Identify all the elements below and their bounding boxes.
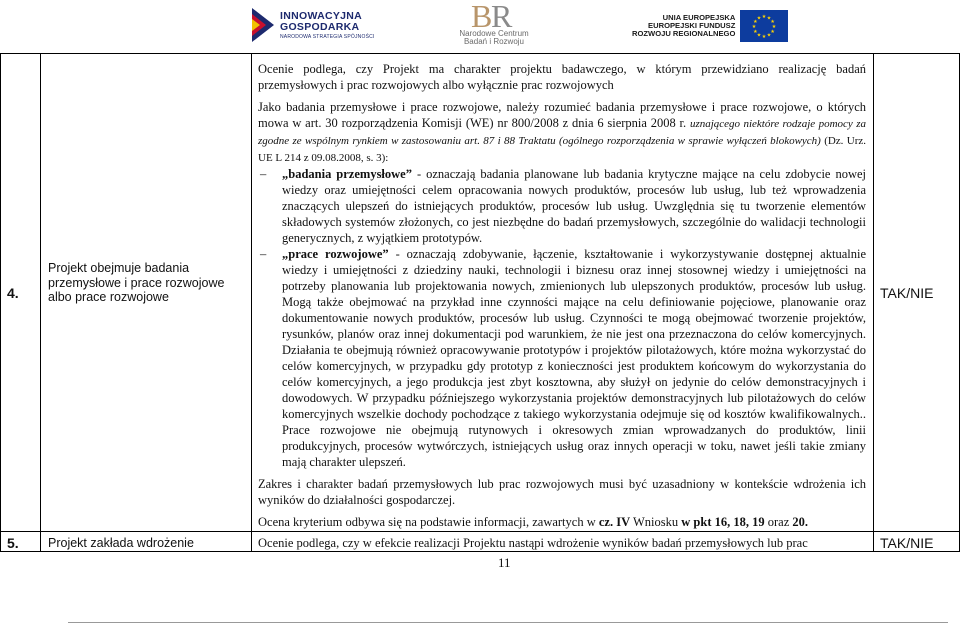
- row-4-intro: Ocenie podlega, czy Projekt ma charakter projektu badawczego, w którym przewidziano realizację badań przemysłowych i prac rozwojowych albo wyłącznie prac rozwojowych: [258, 62, 866, 92]
- assess-point-last: 20.: [792, 515, 809, 529]
- logo-left-line1: INNOWACYJNA: [280, 9, 363, 22]
- row-4-answer: TAK/NIE: [880, 285, 934, 301]
- svg-text:★: ★: [753, 29, 759, 35]
- assess-text-1: Ocena kryterium odbywa się na podstawie informacji, zawartych w: [258, 515, 599, 529]
- logo-right-line3: ROZWOJU REGIONALNEGO: [632, 29, 736, 39]
- logo-right-line1: UNIA EUROPEJSKA: [662, 12, 736, 22]
- bullet-development-work: [258, 246, 866, 470]
- row-4-assessment: [258, 514, 866, 530]
- logo-left-line3: NARODOWA STRATEGIA SPÓJNOŚCI: [280, 33, 375, 40]
- br-monogram-icon: [467, 0, 521, 30]
- bullet-industrial-research: [258, 166, 866, 246]
- table-row-divider: [0, 531, 960, 532]
- svg-text:★: ★: [757, 32, 762, 39]
- definition-text: Jako badania przemysłowe i prace rozwojowe, należy rozumieć badania przemysłowe i prace rozwojowe, o których mowa w art. 30 rozporządzenia Komisji (WE) nr 800/2008 z dnia 6 sierpnia 2008 r.: [258, 100, 866, 130]
- svg-text:★: ★: [752, 24, 757, 30]
- assess-text-3: oraz: [764, 515, 793, 529]
- col-divider-1: [40, 53, 41, 552]
- row-4-criterion: Projekt obejmuje badania przemysłowe i prace rozwojowe albo prace rozwojowe: [48, 261, 225, 304]
- eu-flag-icon: [740, 10, 788, 42]
- svg-text:★: ★: [767, 15, 772, 22]
- dash-bullet-icon: –: [260, 167, 267, 181]
- col-divider-2: [251, 53, 252, 552]
- svg-text:★: ★: [770, 19, 776, 25]
- assess-text-2: Wniosku: [630, 515, 682, 529]
- bullet-2-text: - oznaczają zdobywanie, łączenie, kształtowanie i wykorzystywanie dostępnej aktualnie wiedzy i umiejętności z dziedziny nauki, technologii i biznesu oraz innej stosownej wiedzy i umiejętności na potrzeby planowania lub projektowania nowych, zmienionych lub ulepszonych produktów, procesów lub usług. Mogą także obejmować na przykład inne czynności mające na celu definiowanie pojęciowe, planowanie oraz dokumentowanie nowych produktów, procesów lub usług. Czynności te mogą obejmować tworzenie projektów, rysunków, planów oraz innej dokumentacji pod warunkiem, że nie jest ona przeznaczona do celów komercyjnych. Działania te obejmują również opracowywanie prototypów i projektów pilotażowych, które można wykorzystać do celów komercyjnych, w przypadku gdy prototyp z konieczności jest produktem końcowym do wykorzystania do celów komercyjnych, a jego produkcja jest zbyt kosztowna, aby służył on jedynie do celów demonstracyjnych i dowodowych. W przypadku późniejszego wykorzystania projektów demonstracyjnych lub pilotażowych do celów komercyjnych wszelkie dochody pochodzące z takiego wykorzystania odejmuje się od kosztów kwalifikowalnych.. Prace rozwojowe nie obejmują rutynowych i okresowych zmian wprowadzanych do produktów, linii produkcyjnych, procesów wytwórczych, istniejących usług oraz innych operacji w toku, nawet jeśli takie zmiany mają charakter ulepszeń.: [282, 247, 866, 469]
- page-number: 11: [498, 555, 511, 570]
- svg-text:★: ★: [762, 34, 767, 40]
- table-border-bottom: [0, 551, 960, 552]
- svg-text:★: ★: [767, 32, 772, 39]
- svg-text:★: ★: [753, 19, 759, 25]
- assess-points: w pkt 16, 18, 19: [681, 515, 765, 529]
- page-header: [0, 0, 960, 56]
- logo-center-line2: Badań i Rozwoju: [463, 37, 525, 47]
- regulation-reference: (Dz. Urz. UE L 214 z 09.08.2008, s. 3):: [258, 135, 867, 164]
- svg-text:★: ★: [772, 24, 777, 30]
- logo-center-line1: Narodowe Centrum: [459, 29, 529, 38]
- row-5-number: 5.: [7, 535, 19, 551]
- bullet-2-term: „prace rozwojowe”: [282, 247, 389, 261]
- table-border-left: [0, 53, 1, 552]
- bullet-1-term: „badania przemysłowe”: [282, 167, 412, 181]
- table-border-top: [0, 53, 960, 54]
- regulation-title: uznającego niektóre rodzaje pomocy za zgodne ze wspólnym rynkiem w zastosowaniu art. 87 i 88 Traktatu (ogólnego rozporządzenia w sprawie wyłączeń blokowych): [258, 118, 866, 147]
- footer-separator: [68, 622, 948, 623]
- svg-text:B: B: [471, 0, 493, 30]
- svg-text:★: ★: [762, 14, 767, 20]
- assess-part: cz. IV: [598, 515, 631, 529]
- row-5-criterion: Projekt zakłada wdrożenie: [48, 536, 194, 550]
- eu-fund-logo: [632, 10, 788, 42]
- logo-right-line2: EUROPEJSKI FUNDUSZ: [648, 20, 736, 30]
- ig-emblem-icon: [252, 8, 274, 42]
- row-5-intro: Ocenie podlega, czy w efekcie realizacji Projektu nastąpi wdrożenie wyników badań przemysłowych lub prac: [258, 536, 808, 550]
- dash-bullet-icon: –: [260, 247, 267, 261]
- svg-text:R: R: [491, 0, 513, 30]
- row-5-answer: TAK/NIE: [880, 535, 934, 551]
- svg-text:★: ★: [757, 15, 762, 22]
- svg-text:★: ★: [770, 29, 776, 35]
- row-4-definition: [258, 99, 866, 166]
- logo-left-line2: GOSPODARKA: [280, 21, 360, 33]
- row-4-scope: Zakres i charakter badań przemysłowych lub prac rozwojowych musi być uzasadniony w kontekście wdrożenia ich wyników do działalności gospodarczej.: [258, 477, 866, 507]
- bullet-1-text: - oznaczają badania planowane lub badania krytyczne mające na celu zdobycie nowej wiedzy oraz umiejętności celem opracowania nowych produktów, procesów lub usług, lub też wprowadzenia znaczących ulepszeń do istniejących produktów, procesów lub usług. Uwzględnia się tu tworzenie elementów składowych systemów złożonych, co jest niezbędne do badań przemysłowych, szczególnie do walidacji technologii generycznych, z wyjątkiem prototypów.: [282, 167, 866, 245]
- row-4-number: 4.: [7, 285, 19, 301]
- col-divider-3: [873, 53, 874, 552]
- row-4-description: [258, 61, 866, 530]
- innowacyjna-gospodarka-logo: [252, 8, 375, 42]
- ncbr-logo: [452, 0, 536, 47]
